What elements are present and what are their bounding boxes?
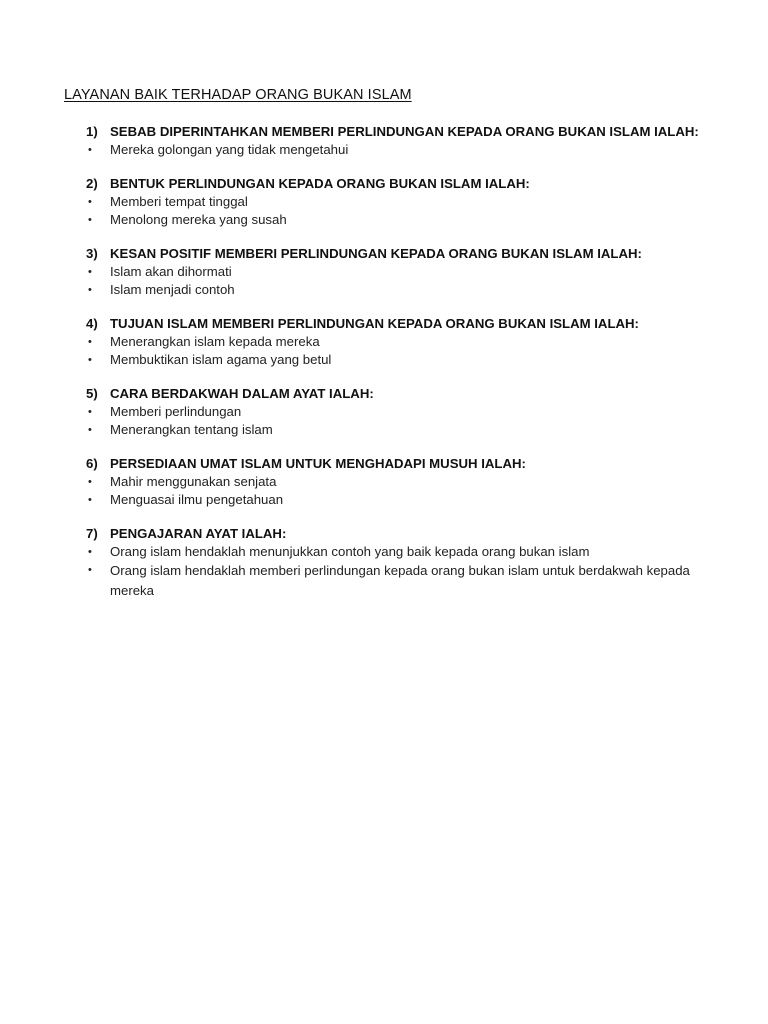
section-heading-text: TUJUAN ISLAM MEMBERI PERLINDUNGAN KEPADA ORANG BUKAN ISLAM IALAH: bbox=[110, 316, 639, 331]
section-heading-text: PENGAJARAN AYAT IALAH: bbox=[110, 526, 287, 541]
section-number: 5) bbox=[86, 386, 98, 401]
section-number: 6) bbox=[86, 456, 98, 471]
list-item-text: Islam akan dihormati bbox=[110, 264, 232, 279]
section-number: 1) bbox=[86, 124, 98, 139]
list-item-text: Menerangkan tentang islam bbox=[110, 422, 273, 437]
bullet-icon: • bbox=[88, 476, 92, 488]
list-item bbox=[64, 491, 704, 509]
list-item bbox=[64, 543, 704, 561]
list-item bbox=[64, 193, 704, 211]
list-item bbox=[64, 141, 704, 159]
bullet-icon: • bbox=[88, 564, 92, 576]
section-heading-text: BENTUK PERLINDUNGAN KEPADA ORANG BUKAN ISLAM IALAH: bbox=[110, 176, 530, 191]
section-number: 7) bbox=[86, 526, 98, 541]
bullet-icon: • bbox=[88, 284, 92, 296]
section-heading bbox=[64, 176, 704, 192]
list-item bbox=[64, 421, 704, 439]
list-item-text: Memberi tempat tinggal bbox=[110, 194, 248, 209]
section-5 bbox=[64, 386, 704, 439]
section-3 bbox=[64, 246, 704, 299]
bullet-icon: • bbox=[88, 336, 92, 348]
section-heading bbox=[64, 526, 704, 542]
section-heading-text: KESAN POSITIF MEMBERI PERLINDUNGAN KEPADA ORANG BUKAN ISLAM IALAH: bbox=[110, 246, 642, 261]
section-number: 2) bbox=[86, 176, 98, 191]
list-item-text: Membuktikan islam agama yang betul bbox=[110, 352, 332, 367]
section-4 bbox=[64, 316, 704, 369]
list-item bbox=[64, 403, 704, 421]
bullet-list bbox=[64, 543, 704, 601]
bullet-list bbox=[64, 473, 704, 509]
bullet-icon: • bbox=[88, 214, 92, 226]
list-item-text: Menerangkan islam kepada mereka bbox=[110, 334, 320, 349]
list-item-text: Menolong mereka yang susah bbox=[110, 212, 287, 227]
list-item-text: Orang islam hendaklah memberi perlindungan kepada orang bukan islam untuk berdakwah kepada mereka bbox=[110, 563, 690, 598]
list-item bbox=[64, 351, 704, 369]
list-item bbox=[64, 281, 704, 299]
section-heading-text: SEBAB DIPERINTAHKAN MEMBERI PERLINDUNGAN KEPADA ORANG BUKAN ISLAM IALAH: bbox=[110, 124, 699, 139]
bullet-list bbox=[64, 403, 704, 439]
list-item-text: Mereka golongan yang tidak mengetahui bbox=[110, 142, 349, 157]
section-heading-text: PERSEDIAAN UMAT ISLAM UNTUK MENGHADAPI MUSUH IALAH: bbox=[110, 456, 526, 471]
section-heading-text: CARA BERDAKWAH DALAM AYAT IALAH: bbox=[110, 386, 374, 401]
list-item-text: Islam menjadi contoh bbox=[110, 282, 235, 297]
bullet-icon: • bbox=[88, 406, 92, 418]
bullet-list bbox=[64, 333, 704, 369]
list-item bbox=[64, 333, 704, 351]
list-item bbox=[64, 473, 704, 491]
bullet-icon: • bbox=[88, 354, 92, 366]
bullet-icon: • bbox=[88, 546, 92, 558]
list-item-text: Menguasai ilmu pengetahuan bbox=[110, 492, 284, 507]
list-item-text: Mahir menggunakan senjata bbox=[110, 474, 277, 489]
bullet-list bbox=[64, 263, 704, 299]
list-item bbox=[64, 263, 704, 281]
document-title: LAYANAN BAIK TERHADAP ORANG BUKAN ISLAM bbox=[64, 87, 412, 103]
section-heading bbox=[64, 246, 704, 262]
list-item bbox=[64, 561, 704, 601]
bullet-icon: • bbox=[88, 144, 92, 156]
section-6 bbox=[64, 456, 704, 509]
bullet-list bbox=[64, 193, 704, 229]
list-item-text: Orang islam hendaklah menunjukkan contoh yang baik kepada orang bukan islam bbox=[110, 544, 590, 559]
bullet-list bbox=[64, 141, 704, 159]
section-list bbox=[64, 124, 704, 618]
bullet-icon: • bbox=[88, 266, 92, 278]
section-heading bbox=[64, 124, 704, 140]
section-heading bbox=[64, 456, 704, 472]
bullet-icon: • bbox=[88, 494, 92, 506]
section-number: 4) bbox=[86, 316, 98, 331]
section-7 bbox=[64, 526, 704, 601]
section-heading bbox=[64, 316, 704, 332]
list-item-text: Memberi perlindungan bbox=[110, 404, 242, 419]
list-item bbox=[64, 211, 704, 229]
section-number: 3) bbox=[86, 246, 98, 261]
section-1 bbox=[64, 124, 704, 159]
section-2 bbox=[64, 176, 704, 229]
bullet-icon: • bbox=[88, 424, 92, 436]
bullet-icon: • bbox=[88, 196, 92, 208]
section-heading bbox=[64, 386, 704, 402]
